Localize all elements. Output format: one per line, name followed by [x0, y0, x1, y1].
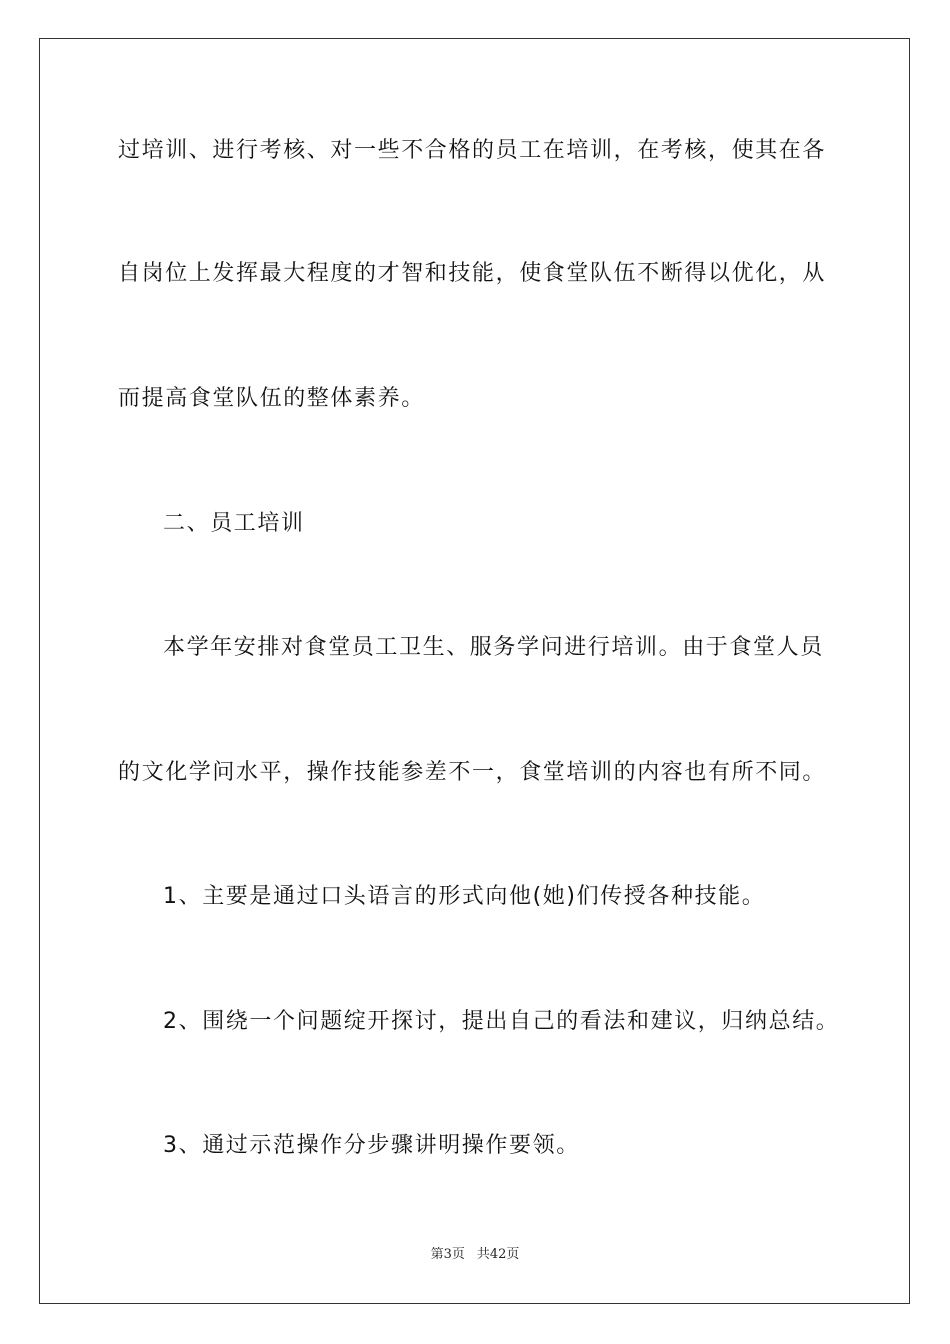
paragraph-line: 过培训、进行考核、对一些不合格的员工在培训，在考核，使其在各 [118, 138, 827, 163]
page-footer [0, 1246, 950, 1264]
list-item: 3、通过示范操作分步骤讲明操作要领。 [163, 1133, 580, 1158]
paragraph-line: 的文化学问水平，操作技能参差不一，食堂培训的内容也有所不同。 [118, 760, 827, 785]
list-item: 2、围绕一个问题绽开探讨，提出自己的看法和建议，归纳总结。 [163, 1009, 840, 1034]
paragraph-line: 而提高食堂队伍的整体素养。 [118, 386, 425, 411]
total-pages: 共42页 [476, 1247, 520, 1262]
page-number: 第3页 [430, 1247, 465, 1262]
paragraph-line: 本学年安排对食堂员工卫生、服务学问进行培训。由于食堂人员 [163, 635, 824, 660]
section-heading: 二、员工培训 [163, 511, 305, 536]
page-border [39, 38, 910, 1304]
list-item: 1、主要是通过口头语言的形式向他(她)们传授各种技能。 [163, 884, 766, 909]
paragraph-line: 自岗位上发挥最大程度的才智和技能，使食堂队伍不断得以优化，从 [118, 261, 827, 286]
